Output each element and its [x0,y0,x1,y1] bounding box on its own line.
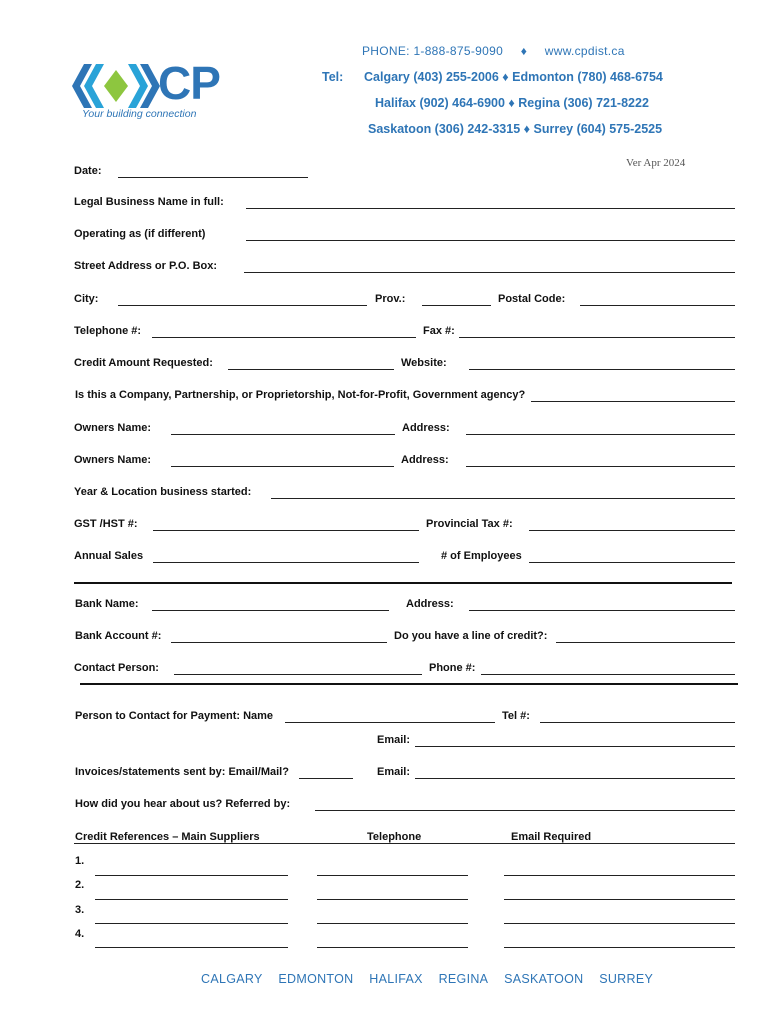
city-label: City: [74,293,99,305]
payment-contact-label: Person to Contact for Payment: Name [75,710,274,722]
invoices-email-label: Email: [377,766,411,778]
employees-label: # of Employees [441,550,522,562]
bank-name-field[interactable] [152,610,389,611]
section-divider-1 [74,582,732,584]
reference-3-telephone-field[interactable] [317,923,468,924]
company-type-label: Is this a Company, Partnership, or Proprietorship, Not-for-Profit, Government agency? [75,389,526,401]
gst-field[interactable] [153,530,419,531]
legal-name-label: Legal Business Name in full: [74,196,224,208]
bank-address-field[interactable] [469,610,735,611]
gst-label: GST /HST #: [74,518,138,530]
reference-2-telephone-field[interactable] [317,899,468,900]
phone-number: PHONE: 1-888-875-9090 [362,44,504,58]
tel-line-1: Calgary (403) 255-2006 ♦ Edmonton (780) 468-6754 [364,70,663,84]
tel-line-3: Saskatoon (306) 242-3315 ♦ Surrey (604) 575-2525 [368,122,663,136]
owners-name-2-field[interactable] [171,466,394,467]
postal-code-field[interactable] [580,305,735,306]
version-label: Ver Apr 2024 [626,157,686,169]
reference-1-email-field[interactable] [504,875,735,876]
reference-4-telephone-field[interactable] [317,947,468,948]
footer-city-saskatoon: SASKATOON [504,972,584,986]
footer-city-halifax: HALIFAX [369,972,423,986]
payment-tel-label: Tel #: [502,710,530,722]
logo-tagline: Your building connection [82,108,197,120]
reference-3-email-field[interactable] [504,923,735,924]
city-field[interactable] [118,305,367,306]
annual-sales-label: Annual Sales [74,550,144,562]
line-of-credit-label: Do you have a line of credit?: [394,630,548,642]
provincial-tax-field[interactable] [529,530,735,531]
payment-email-field[interactable] [415,746,735,747]
fax-label: Fax #: [423,325,455,337]
website-field[interactable] [469,369,735,370]
payment-tel-field[interactable] [540,722,735,723]
invoices-method-field[interactable] [299,778,353,779]
year-location-field[interactable] [271,498,735,499]
website-label: Website: [401,357,447,369]
owners-name-1-label: Owners Name: [74,422,152,434]
prov-field[interactable] [422,305,491,306]
street-address-field[interactable] [244,272,735,273]
bank-phone-field[interactable] [481,674,735,675]
telephone-label: Telephone #: [74,325,142,337]
references-telephone-header: Telephone [367,831,422,843]
bank-account-label: Bank Account #: [75,630,162,642]
reference-3-supplier-field[interactable] [95,923,288,924]
phone-line [362,44,625,58]
bank-address-label: Address: [406,598,454,610]
reference-1-telephone-field[interactable] [317,875,468,876]
credit-amount-field[interactable] [228,369,394,370]
reference-row-1-number: 1. [75,855,85,867]
footer-city-calgary: CALGARY [201,972,263,986]
reference-2-email-field[interactable] [504,899,735,900]
line-of-credit-field[interactable] [556,642,735,643]
year-location-label: Year & Location business started: [74,486,252,498]
company-type-field[interactable] [531,401,735,402]
date-label: Date: [74,165,102,177]
legal-name-field[interactable] [246,208,735,209]
footer-cities [201,972,665,986]
references-suppliers-header: Credit References – Main Suppliers [75,831,260,843]
invoices-email-field[interactable] [415,778,735,779]
website-link[interactable]: www.cpdist.ca [544,44,625,58]
footer-city-surrey: SURREY [599,972,654,986]
reference-row-2-number: 2. [75,879,85,891]
reference-1-supplier-field[interactable] [95,875,288,876]
referred-by-field[interactable] [315,810,735,811]
footer-city-edmonton: EDMONTON [278,972,354,986]
owner-address-2-field[interactable] [466,466,735,467]
payment-contact-field[interactable] [285,722,495,723]
references-email-header: Email Required [511,831,592,843]
annual-sales-field[interactable] [153,562,419,563]
reference-row-3-number: 3. [75,904,85,916]
provincial-tax-label: Provincial Tax #: [426,518,513,530]
telephone-field[interactable] [152,337,416,338]
owners-name-2-label: Owners Name: [74,454,152,466]
operating-as-field[interactable] [246,240,735,241]
invoices-label: Invoices/statements sent by: Email/Mail? [75,766,289,778]
date-field[interactable] [118,177,308,178]
reference-row-4-number: 4. [75,928,85,940]
bank-account-field[interactable] [171,642,387,643]
contact-person-field[interactable] [174,674,422,675]
reference-4-email-field[interactable] [504,947,735,948]
operating-as-label: Operating as (if different) [74,228,206,240]
contact-person-label: Contact Person: [74,662,159,674]
owner-address-1-label: Address: [402,422,450,434]
logo-text: CP [158,57,220,109]
bank-name-label: Bank Name: [75,598,139,610]
credit-amount-label: Credit Amount Requested: [74,357,213,369]
payment-email-label: Email: [377,734,411,746]
fax-field[interactable] [459,337,735,338]
reference-2-supplier-field[interactable] [95,899,288,900]
prov-label: Prov.: [375,293,406,305]
footer-city-regina: REGINA [438,972,489,986]
references-header-rule [74,843,735,844]
bank-phone-label: Phone #: [429,662,476,674]
tel-label: Tel: [322,70,344,84]
postal-code-label: Postal Code: [498,293,566,305]
street-address-label: Street Address or P.O. Box: [74,260,218,272]
company-logo [66,57,241,122]
tel-line-2: Halifax (902) 464-6900 ♦ Regina (306) 721-8222 [375,96,649,110]
reference-4-supplier-field[interactable] [95,947,288,948]
owners-name-1-field[interactable] [171,434,395,435]
employees-field[interactable] [529,562,735,563]
owner-address-2-label: Address: [401,454,449,466]
owner-address-1-field[interactable] [466,434,735,435]
section-divider-2 [80,683,738,685]
referred-by-label: How did you hear about us? Referred by: [75,798,291,810]
diamond-icon: ♦ [520,44,528,58]
